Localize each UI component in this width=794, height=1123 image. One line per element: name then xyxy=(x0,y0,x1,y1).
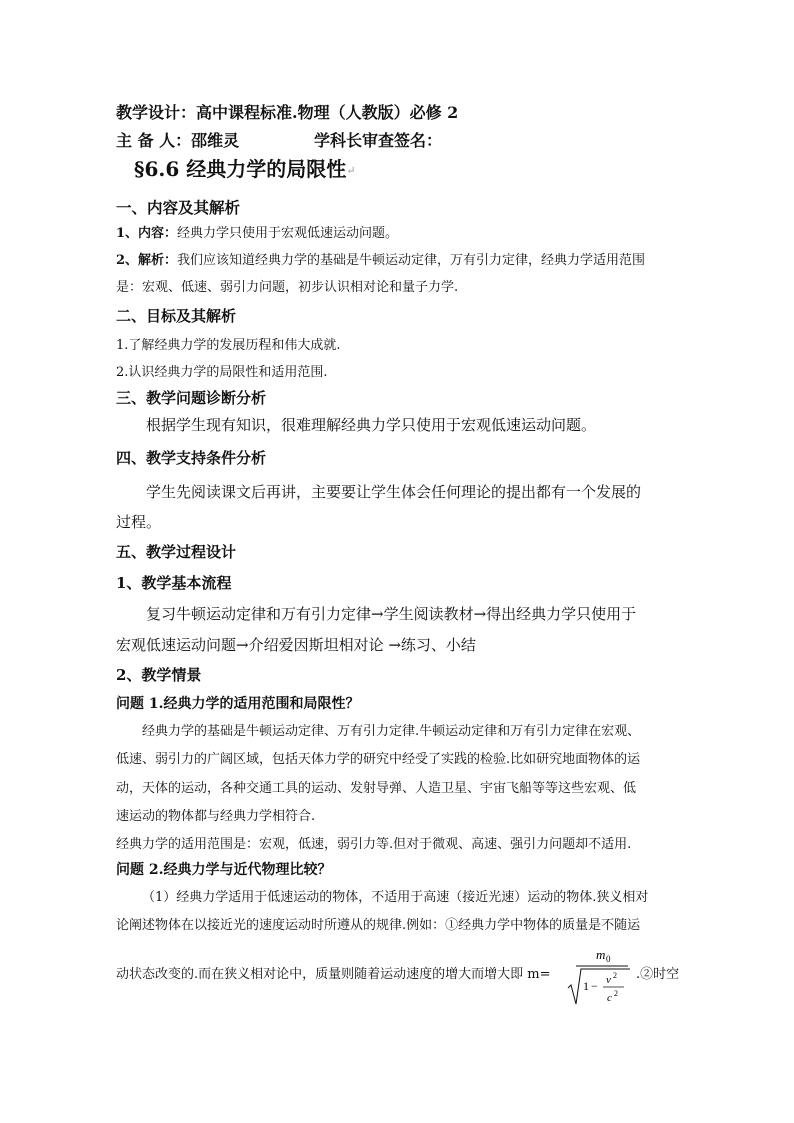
support-text-1: 学生先阅读课文后再讲，主要要让学生体会任何理论的提出都有一个发展的 xyxy=(146,483,642,501)
formula-c-exp: 2 xyxy=(614,989,618,998)
formula-one: 1 xyxy=(583,979,589,993)
lesson-title xyxy=(134,153,355,182)
formula-v-exp: 2 xyxy=(613,971,617,980)
section-heading-3: 三、教学问题诊断分析 xyxy=(116,389,267,407)
subsection-heading-flow: 1、教学基本流程 xyxy=(116,574,232,592)
subsection-heading-scenario: 2、教学情景 xyxy=(116,666,202,684)
analysis-text-1: 我们应该知道经典力学的基础是牛顿运动定律，万有引力定律，经典力学适用范围 xyxy=(177,253,646,268)
q2-paragraph-line-1: （1）经典力学适用于低速运动的物体，不适用于高速（接近光速）运动的物体.狭义相对 xyxy=(142,890,649,905)
question-1-heading: 问题 1.经典力学的适用范围和局限性？ xyxy=(116,696,360,712)
formula-m-sub: 0 xyxy=(606,954,611,964)
q1-scope-text: 经典力学的适用范围是：宏观，低速，弱引力等.但对于微观、高速、强引力问题却不适用. xyxy=(116,837,632,852)
goal-1: 1.了解经典力学的发展历程和伟大成就. xyxy=(116,338,341,353)
q1-paragraph-line-3: 动，天体的运动，各种交通工具的运动、发射导弹、人造卫星、宇宙飞船等等这些宏观、低 xyxy=(116,781,637,796)
formula-v: v xyxy=(606,974,611,986)
analysis-line-1 xyxy=(116,249,645,268)
q1-paragraph-line-2: 低速、弱引力的广阔区域，包括天体力学的研究中经受了实践的检验.比如研究地面物体的运 xyxy=(116,752,641,767)
q1-paragraph-line-1: 经典力学的基础是牛顿运动定律、万有引力定律.牛顿运动定律和万有引力定律在宏观、 xyxy=(142,724,641,739)
q2-paragraph-line-2: 论阐述物体在以接近光的速度运动时所遵从的规律.例如：①经典力学中物体的质量是不随运 xyxy=(116,918,641,933)
content-item xyxy=(116,222,398,241)
course-header: 教学设计：高中课程标准.物理（人教版）必修 2 xyxy=(116,103,459,122)
section-heading-1: 一、内容及其解析 xyxy=(116,198,241,217)
support-text-2: 过程。 xyxy=(116,513,162,531)
content-text: 经典力学只使用于宏观低速运动问题。 xyxy=(177,226,399,241)
diagnosis-text: 根据学生现有知识，很难理解经典力学只使用于宏观低速运动问题。 xyxy=(146,416,597,434)
goal-2: 2.认识经典力学的局限性和适用范围. xyxy=(116,365,328,380)
flow-text-2: 宏观低速运动问题→介绍爱因斯坦相对论 →练习、小结 xyxy=(116,636,476,654)
formula-m: m xyxy=(596,947,606,962)
section-heading-2: 二、目标及其解析 xyxy=(116,307,237,325)
q2-paragraph-line-3-tail: .②时空 xyxy=(636,967,680,982)
review-signature-label: 学科长审查签名： xyxy=(314,131,443,150)
author-name: 邵维灵 xyxy=(191,131,240,150)
author-row xyxy=(116,128,239,151)
author-label: 主 备 人： xyxy=(116,131,192,150)
section-heading-4: 四、教学支持条件分析 xyxy=(116,449,267,467)
radical-sign xyxy=(568,969,630,1004)
q2-paragraph-line-3: 动状态改变的.而在狭义相对论中，质量则随着运动速度的增大而增大即 m= xyxy=(116,967,551,982)
flow-text-1: 复习牛顿运动定律和万有引力定律→学生阅读教材→得出经典力学只使用于 xyxy=(146,605,637,623)
content-label: 1、内容： xyxy=(116,226,178,241)
return-mark-icon: ↵ xyxy=(346,164,356,177)
q1-paragraph-line-4: 速运动的物体都与经典力学相符合. xyxy=(116,809,316,824)
formula-c: c xyxy=(607,992,612,1004)
analysis-line-2: 是：宏观、低速、弱引力问题，初步认识相对论和量子力学. xyxy=(116,280,459,295)
question-2-heading: 问题 2.经典力学与近代物理比较？ xyxy=(116,862,332,878)
section-heading-5: 五、教学过程设计 xyxy=(116,543,237,561)
relativistic-mass-formula xyxy=(566,944,634,1008)
lesson-title-text: §6.6 经典力学的局限性 xyxy=(134,157,347,181)
formula-minus: − xyxy=(591,979,598,993)
analysis-label: 2、解析： xyxy=(116,253,178,268)
